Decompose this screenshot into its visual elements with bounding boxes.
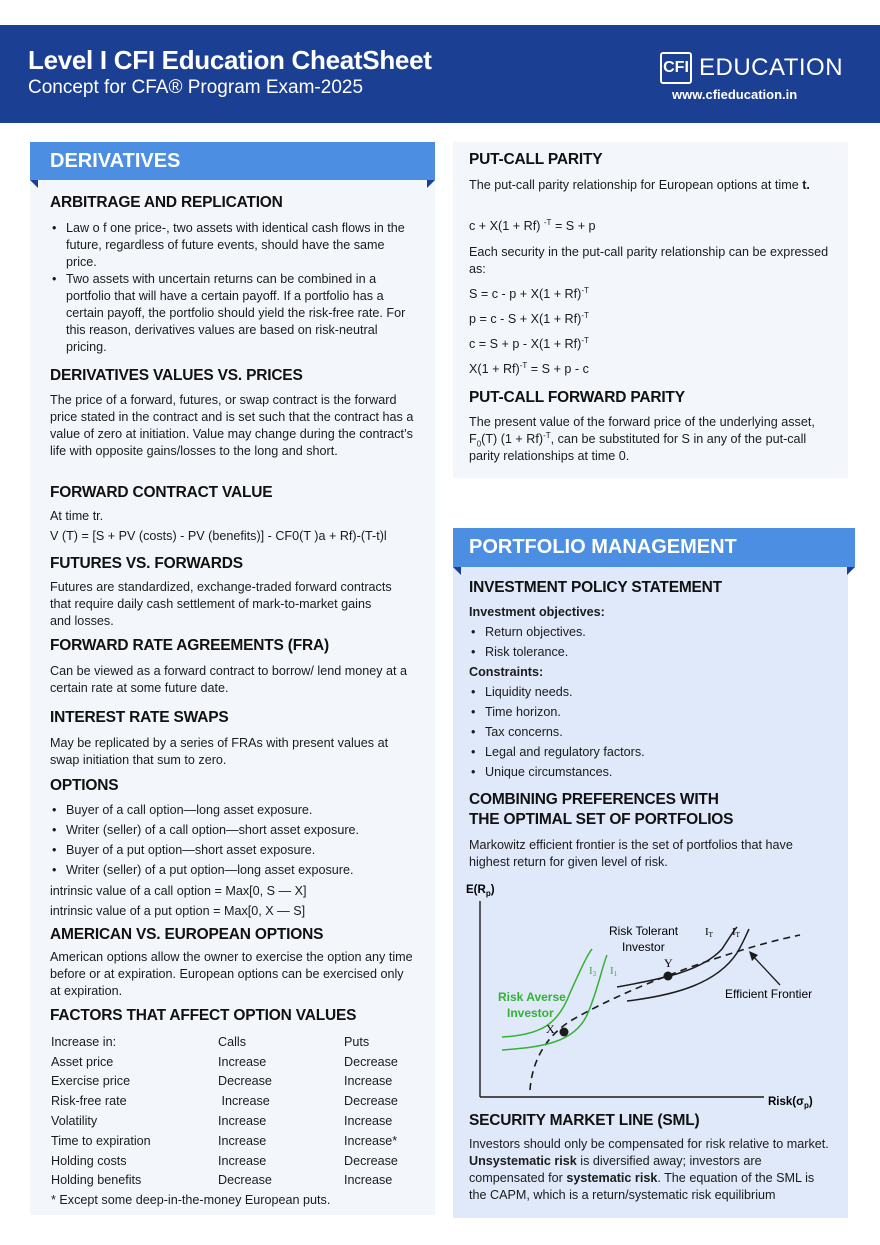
banner-fold-left bbox=[30, 180, 38, 188]
table-cell: Increase bbox=[344, 1114, 393, 1129]
equation-x: $X(1 + Rf)^{-T} = S + p - c$ bbox=[469, 360, 589, 376]
put-call-intro: The put-call parity relationship for European options at time t. bbox=[469, 178, 810, 192]
table-cell: Holding costs bbox=[51, 1153, 127, 1168]
point-x-label: X bbox=[546, 1022, 555, 1036]
options-heading: OPTIONS bbox=[50, 777, 119, 794]
cfi-logo-mark: CFI bbox=[660, 52, 692, 84]
x-axis-label: $Risk(\sigma_p)$ bbox=[768, 1096, 813, 1110]
list-item: • Writer (seller) of a put option—long asset exposure. bbox=[50, 862, 415, 879]
table-cell: Risk-free rate bbox=[51, 1094, 127, 1109]
factors-heading: FACTORS THAT AFFECT OPTION VALUES bbox=[50, 1007, 357, 1024]
table-cell: Increase bbox=[218, 1054, 267, 1069]
table-row bbox=[51, 1151, 434, 1171]
averse-label-2: Investor bbox=[507, 1006, 554, 1020]
put-intrinsic-formula: intrinsic value of a put option = Max[0, X — S] bbox=[50, 904, 306, 918]
table-cell: Increase bbox=[344, 1074, 393, 1089]
column-header: Calls bbox=[218, 1034, 246, 1049]
factors-table bbox=[51, 1032, 434, 1210]
combining-heading-line1: COMBINING PREFERENCES WITH bbox=[469, 791, 719, 808]
forward-value-line1: At time tr. bbox=[50, 509, 104, 523]
website-link[interactable]: www.cfieducation.in bbox=[672, 87, 798, 102]
constraints-label: Constraints: bbox=[469, 665, 544, 679]
table-row bbox=[51, 1091, 434, 1111]
table-cell: Decrease bbox=[218, 1074, 272, 1089]
table-cell: Exercise price bbox=[51, 1074, 131, 1089]
options-list bbox=[50, 802, 415, 882]
list-item: • Buyer of a call option—long asset exposure. bbox=[50, 802, 415, 819]
banner-fold-right bbox=[847, 567, 855, 575]
american-heading: AMERICAN VS. EUROPEAN OPTIONS bbox=[50, 926, 324, 943]
ips-heading: INVESTMENT POLICY STATEMENT bbox=[469, 579, 722, 596]
frontier-label: Efficient Frontier bbox=[725, 987, 813, 1001]
table-cell: Decrease bbox=[344, 1054, 398, 1069]
list-item: • Time horizon. bbox=[469, 704, 645, 721]
sml-text: Investors should only be compensated for risk relative to market. Unsystematic risk is diversified away; investors are compensated for systematic risk. The equation of the SML is the CAPM, which is a return/systematic risk equilibrium bbox=[469, 1137, 829, 1202]
point-y-marker bbox=[664, 972, 673, 981]
table-cell: Decrease bbox=[218, 1173, 272, 1188]
curve-label-it-b: IT bbox=[732, 926, 740, 939]
list-item: • Legal and regulatory factors. bbox=[469, 744, 645, 761]
point-x-marker bbox=[560, 1028, 569, 1037]
page-header bbox=[0, 25, 880, 123]
put-call-heading: PUT-CALL PARITY bbox=[469, 151, 603, 168]
cfi-logo-text: EDUCATION bbox=[699, 54, 844, 81]
sml-heading: SECURITY MARKET LINE (SML) bbox=[469, 1112, 700, 1129]
list-item: • Liquidity needs. bbox=[469, 684, 645, 701]
call-intrinsic-formula: intrinsic value of a call option = Max[0, S — X] bbox=[50, 884, 307, 898]
list-item: • Buyer of a put option—short asset exposure. bbox=[50, 842, 415, 859]
table-cell: Decrease bbox=[344, 1153, 398, 1168]
table-cell: Decrease bbox=[344, 1094, 398, 1109]
list-item: • Two assets with uncertain returns can be combined in a portfolio that will have a certain payoff. If a portfolio has a certain payoff, the portfolio should yield the risk-free rate. For this reason, derivatives values are based on risk-neutral pricing. bbox=[50, 271, 415, 356]
cfi-logo bbox=[660, 51, 843, 85]
equation-c: $c = S + p - X(1 + Rf)^{-T}$ bbox=[469, 335, 589, 351]
list-item: • Tax concerns. bbox=[469, 724, 645, 741]
forward-value-formula: V (T) = [S + PV (costs) - PV (benefits)] - CF0(T )a + Rf)-(T-t)l bbox=[50, 529, 387, 543]
list-item: • Risk tolerance. bbox=[469, 644, 586, 661]
derivatives-banner: DERIVATIVES bbox=[30, 142, 435, 180]
futures-text: Futures are standardized, exchange-traded forward contracts that require daily cash settlement of mark-to-market gains and losses. bbox=[50, 580, 392, 628]
table-cell: Increase bbox=[218, 1094, 270, 1109]
constraints-list bbox=[469, 684, 645, 784]
table-footnote: * Except some deep-in-the-money European puts. bbox=[51, 1193, 331, 1208]
objectives-label: Investment objectives: bbox=[469, 605, 605, 619]
page-subtitle: Concept for CFA® Program Exam-2025 bbox=[28, 77, 364, 98]
swaps-heading: INTEREST RATE SWAPS bbox=[50, 709, 229, 726]
portfolio-banner: PORTFOLIO MANAGEMENT bbox=[453, 528, 855, 567]
table-row bbox=[51, 1052, 434, 1072]
list-item: • Return objectives. bbox=[469, 624, 586, 641]
fra-heading: FORWARD RATE AGREEMENTS (FRA) bbox=[50, 637, 329, 654]
fra-text: Can be viewed as a forward contract to borrow/ lend money at a certain rate at some future date. bbox=[50, 664, 408, 695]
arbitrage-list bbox=[50, 220, 415, 356]
list-item: • Law o f one price-, two assets with identical cash flows in the future, regardless of future events, should have the same price. bbox=[50, 220, 415, 271]
table-cell: Asset price bbox=[51, 1054, 114, 1069]
put-call-each-text: Each security in the put-call parity relationship can be expressed as: bbox=[469, 245, 829, 276]
swaps-text: May be replicated by a series of FRAs with present values at swap initiation that sum to zero. bbox=[50, 736, 389, 767]
table-row bbox=[51, 1131, 434, 1151]
put-call-equation: c + X(1 + Rf) $^{-T}$ = S + p bbox=[469, 217, 596, 233]
table-header-row bbox=[51, 1032, 434, 1052]
banner-fold-left bbox=[453, 567, 461, 575]
futures-heading: FUTURES VS. FORWARDS bbox=[50, 555, 243, 572]
equation-s: $S = c - p + X(1 + Rf)^{-T}$ bbox=[469, 285, 589, 301]
list-item: • Unique circumstances. bbox=[469, 764, 645, 781]
arbitrage-heading: ARBITRAGE AND REPLICATION bbox=[50, 194, 283, 211]
objectives-list bbox=[469, 624, 586, 664]
list-item: • Writer (seller) of a call option—short asset exposure. bbox=[50, 822, 415, 839]
table-row bbox=[51, 1111, 434, 1131]
point-y-label: Y bbox=[664, 956, 673, 970]
table-cell: Increase* bbox=[344, 1133, 398, 1148]
table-cell: Increase bbox=[218, 1133, 267, 1148]
curve-label-i1: I1 bbox=[610, 965, 618, 978]
page-title: Level I CFI Education CheatSheet bbox=[28, 45, 432, 75]
forward-value-heading: FORWARD CONTRACT VALUE bbox=[50, 484, 273, 501]
averse-label-1: Risk Averse bbox=[498, 990, 566, 1004]
table-cell: Increase bbox=[218, 1114, 267, 1129]
banner-fold-right bbox=[427, 180, 435, 188]
values-prices-text: The price of a forward, futures, or swap contract is the forward price stated in the contract and is set such that the contract has a value of zero at initiation. Value may change during the contract’s life with opposite gains/losses to the long and short. bbox=[50, 393, 414, 458]
tolerant-label-2: Investor bbox=[622, 940, 665, 954]
column-header: Puts bbox=[344, 1034, 370, 1049]
put-call-forward-text: The present value of the forward price of the underlying asset, $F_0(T) (1 + Rf)^{-T}$, can be substituted for S in any of the put-call parity relationships at time 0. bbox=[469, 415, 815, 463]
table-cell: Increase bbox=[218, 1153, 267, 1168]
table-cell: Holding benefits bbox=[51, 1173, 142, 1188]
tolerant-label-1: Risk Tolerant bbox=[609, 924, 679, 938]
table-row bbox=[51, 1072, 434, 1092]
curve-label-i3: I3 bbox=[589, 965, 597, 978]
frontier-arrow bbox=[752, 955, 780, 985]
equation-p: $p = c - S + X(1 + Rf)^{-T}$ bbox=[469, 310, 589, 326]
table-cell: Increase bbox=[344, 1173, 393, 1188]
values-prices-heading: DERIVATIVES VALUES VS. PRICES bbox=[50, 367, 303, 384]
efficient-frontier-diagram bbox=[462, 875, 842, 1115]
y-axis-label: $E(R_p)$ bbox=[466, 884, 495, 898]
combining-heading-line2: THE OPTIMAL SET OF PORTFOLIOS bbox=[469, 811, 734, 828]
combining-text: Markowitz efficient frontier is the set of portfolios that have highest return for given level of risk. bbox=[469, 838, 793, 869]
table-row bbox=[51, 1171, 434, 1191]
table-cell: Time to expiration bbox=[51, 1133, 151, 1148]
american-text: American options allow the owner to exercise the option any time before or at expiration. European options can be exercised only at expiration. bbox=[50, 950, 413, 998]
column-header: Increase in: bbox=[51, 1034, 117, 1049]
put-call-forward-heading: PUT-CALL FORWARD PARITY bbox=[469, 389, 685, 406]
curve-label-it-a: IT bbox=[705, 926, 713, 939]
table-cell: Volatility bbox=[51, 1114, 98, 1129]
